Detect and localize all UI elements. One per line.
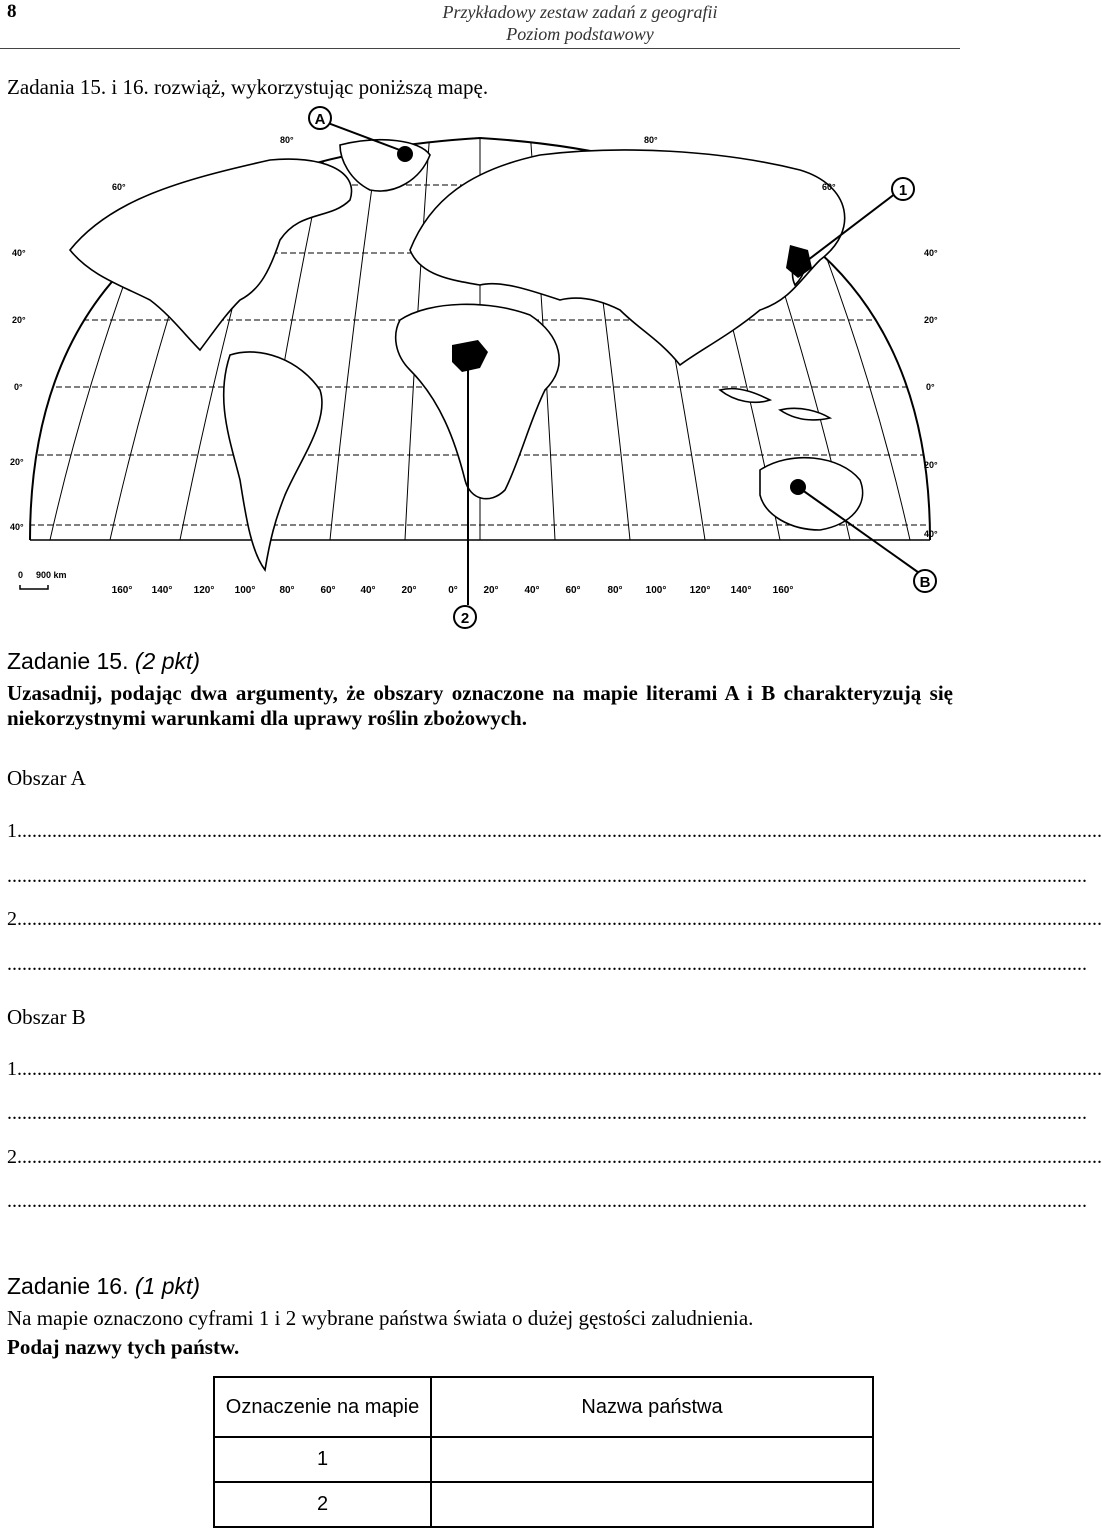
answer-number: 2. (7, 908, 22, 930)
marker-b-label: B (919, 574, 931, 591)
lon-label: 60° (320, 585, 336, 596)
table-header-country: Nazwa państwa (431, 1377, 873, 1437)
answer-b2[interactable] (7, 1146, 1102, 1168)
answer-b1[interactable] (7, 1058, 1102, 1080)
lat-left-40s: 40° (10, 522, 24, 532)
answer-dots: ........................................................................................................................................................................................................................ (7, 1190, 1087, 1212)
table-header-marker: Oznaczenie na mapie (214, 1377, 431, 1437)
scale-label: 900 km (36, 570, 67, 580)
header-level: Poziom podstawowy (506, 24, 654, 44)
lon-label: 20° (483, 585, 499, 596)
task15-number: Zadanie 15. (7, 648, 129, 674)
lat-left-80: 80° (280, 135, 294, 145)
area-b-label: Obszar B (7, 1005, 86, 1029)
answer-a2[interactable] (7, 908, 1102, 930)
answer-dots: ........................................................................................................................................................................................................................ (22, 908, 1102, 930)
answer-a2-cont[interactable] (7, 953, 1087, 975)
lat-left-20: 20° (12, 315, 26, 325)
lon-label: 120° (689, 585, 711, 596)
task16-title (7, 1273, 200, 1300)
lat-left-0: 0° (14, 382, 23, 392)
task16-number: Zadanie 16. (7, 1273, 129, 1299)
lat-right-20s: 20° (924, 460, 938, 470)
lat-right-40s: 40° (924, 529, 938, 539)
task16-instruction-bold: Podaj nazwy tych państw. (7, 1335, 240, 1359)
lon-label: 140° (730, 585, 752, 596)
marker-2-label: 2 (460, 610, 470, 627)
answer-table (213, 1376, 874, 1528)
lon-label: 100° (645, 585, 667, 596)
lon-label: 80° (279, 585, 295, 596)
marker-1-label: 1 (898, 182, 908, 199)
answer-a1[interactable] (7, 820, 1102, 842)
task15-instruction: Uzasadnij, podając dwa argumenty, że obszary oznaczone na mapie literami A i B charakteryzują się niekorzystnymi warunkami dla uprawy roślin zbożowych. (7, 681, 953, 730)
scale-zero: 0 (18, 570, 24, 580)
answer-number: 1. (7, 820, 22, 842)
lon-label: 100° (234, 585, 256, 596)
lon-label: 160° (111, 585, 133, 596)
lat-left-20s: 20° (10, 457, 24, 467)
lat-right-0: 0° (926, 382, 935, 392)
lon-label: 40° (360, 585, 376, 596)
lon-label: 120° (193, 585, 215, 596)
answer-dots: ........................................................................................................................................................................................................................ (22, 1146, 1102, 1168)
lon-label: 0° (448, 585, 458, 596)
task16-instruction: Na mapie oznaczono cyframi 1 i 2 wybrane państwa świata o dużej gęstości zaludnienia. (7, 1306, 754, 1330)
world-map (0, 100, 960, 640)
answer-a1-cont[interactable] (7, 865, 1087, 887)
header-subject: Przykładowy zestaw zadań z geografii (442, 2, 718, 22)
table-row-2-label: 2 (214, 1482, 431, 1527)
answer-dots: ........................................................................................................................................................................................................................ (7, 865, 1087, 887)
header-rule (0, 48, 960, 49)
page-number: 8 (7, 1, 17, 22)
answer-dots: ........................................................................................................................................................................................................................ (7, 1102, 1087, 1124)
lat-left-40: 40° (12, 248, 26, 258)
lat-left-60: 60° (112, 182, 126, 192)
task15-title (7, 648, 200, 675)
lon-label: 80° (607, 585, 623, 596)
lon-label: 140° (151, 585, 173, 596)
area-a-label: Obszar A (7, 766, 86, 790)
lat-right-60: 60° (822, 182, 836, 192)
lon-label: 160° (772, 585, 794, 596)
table-row-1-answer[interactable] (431, 1437, 873, 1482)
lat-right-40: 40° (924, 248, 938, 258)
lat-right-20: 20° (924, 315, 938, 325)
marker-a-label: A (314, 111, 326, 128)
intro-text: Zadania 15. i 16. rozwiąż, wykorzystując poniższą mapę. (7, 75, 489, 99)
answer-number: 2. (7, 1146, 22, 1168)
table-row-2-answer[interactable] (431, 1482, 873, 1527)
lon-label: 40° (524, 585, 540, 596)
lon-label: 20° (401, 585, 417, 596)
answer-dots: ........................................................................................................................................................................................................................ (22, 1058, 1102, 1080)
task16-points: (1 pkt) (134, 1273, 201, 1299)
answer-b1-cont[interactable] (7, 1102, 1087, 1124)
lon-label: 60° (565, 585, 581, 596)
lat-right-80: 80° (644, 135, 658, 145)
table-row-1-label: 1 (214, 1437, 431, 1482)
answer-dots: ........................................................................................................................................................................................................................ (22, 820, 1102, 842)
answer-number: 1. (7, 1058, 22, 1080)
answer-b2-cont[interactable] (7, 1190, 1087, 1212)
task15-points: (2 pkt) (134, 648, 201, 674)
answer-dots: ........................................................................................................................................................................................................................ (7, 953, 1087, 975)
